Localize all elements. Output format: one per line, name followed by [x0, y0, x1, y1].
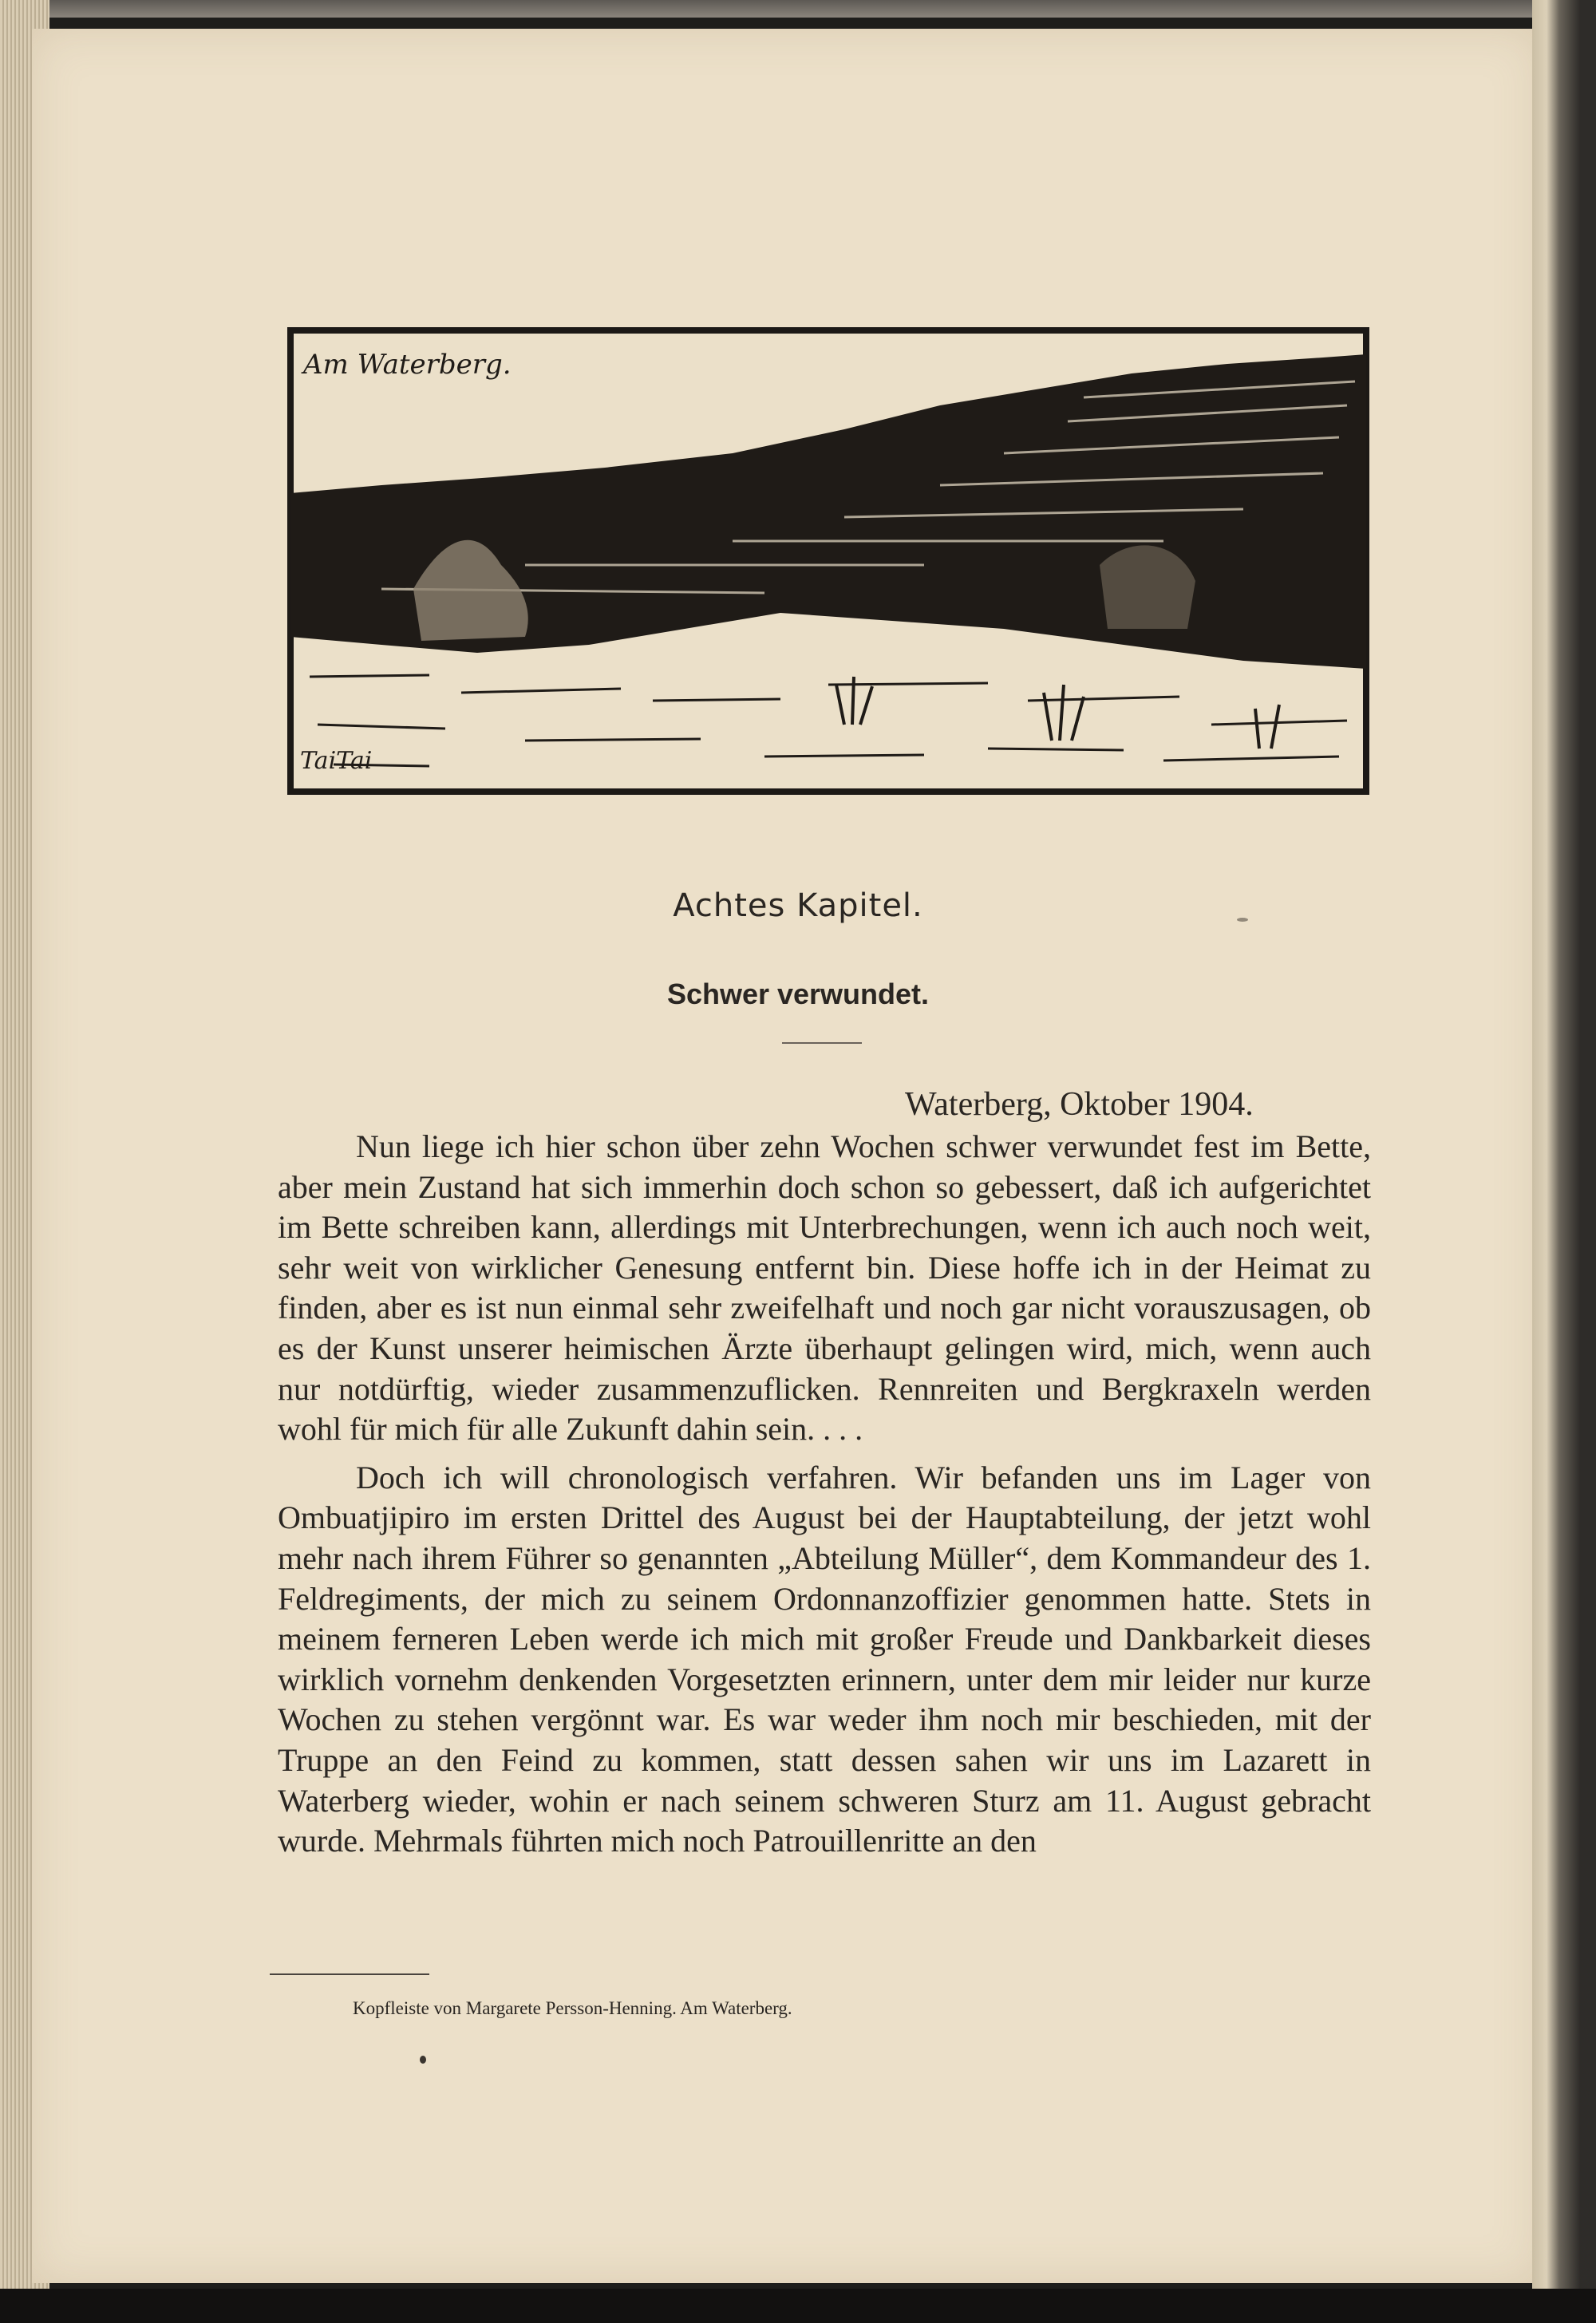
- page-speck: [1237, 918, 1248, 922]
- book-bottom-edge: [0, 2289, 1596, 2323]
- waterberg-landscape-drawing: [286, 326, 1371, 796]
- book-cover-edge: [1532, 0, 1596, 2323]
- book-top-edge: [0, 0, 1596, 18]
- dateline: Waterberg, Oktober 1904.: [905, 1086, 1254, 1123]
- illustration-signature: TaiTai: [300, 747, 373, 775]
- title-divider: [782, 1042, 862, 1044]
- illustration-inscription: Am Waterberg.: [303, 349, 512, 381]
- chapter-subtitle: Schwer verwundet.: [666, 978, 930, 1010]
- paragraph: Nun liege ich hier schon über zehn Wochen schwer verwundet fest im Bette, aber mein Zustand hat sich immerhin doch schon so gebessert, daß ich aufgerichtet im Bette schreiben kann, allerdings mit Unterbrechungen, wenn ich auch noch weit, sehr weit von wirklicher Genesung entfernt bin. Diese hoffe ich in der Heimat zu finden, aber es ist nun einmal sehr zweifelhaft und noch gar nicht vorauszusagen, ob es der Kunst unserer heimischen Ärzte überhaupt gelingen wird, mich, wenn auch nur notdürftig, wieder zusammenzuflicken. Rennreiten und Bergkraxeln werden wohl für mich für alle Zukunft dahin sein. . . .: [278, 1128, 1371, 1448]
- footnote: Kopfleiste von Margarete Persson-Henning. Am Waterberg.: [353, 1998, 792, 2018]
- footnote-divider: [270, 1973, 429, 1975]
- header-illustration: [286, 326, 1371, 796]
- paragraph: Doch ich will chronologisch verfahren. Wir befanden uns im Lager von Ombuatjipiro im ersten Drittel des August bei der Hauptabteilung, der jetzt wohl mehr nach ihrem Führer so genannten „Abteilung Müller“, dem Kommandeur des 1. Feldregiments, der mich zu seinem Ordonnanzoffizier genommen hatte. Stets in meinem ferneren Leben werde ich mich mit großer Freude und Dankbarkeit dieses wirklich vornehm denkenden Vorgesetzten erinnern, unter dem mir leider nur kurze Wochen zu stehen vergönnt war. Es war weder ihm noch mir beschieden, mit der Truppe an den Feind zu kommen, statt dessen sahen wir uns im Lazarett in Waterberg wieder, wohin er nach seinem schweren Sturz am 11. August gebracht wurde. Mehrmals führten mich noch Patrouillenritte an den: [278, 1459, 1371, 1859]
- chapter-title: Achtes Kapitel.: [673, 887, 923, 924]
- body-text: [278, 1127, 1371, 1862]
- page-speck: [420, 2056, 426, 2064]
